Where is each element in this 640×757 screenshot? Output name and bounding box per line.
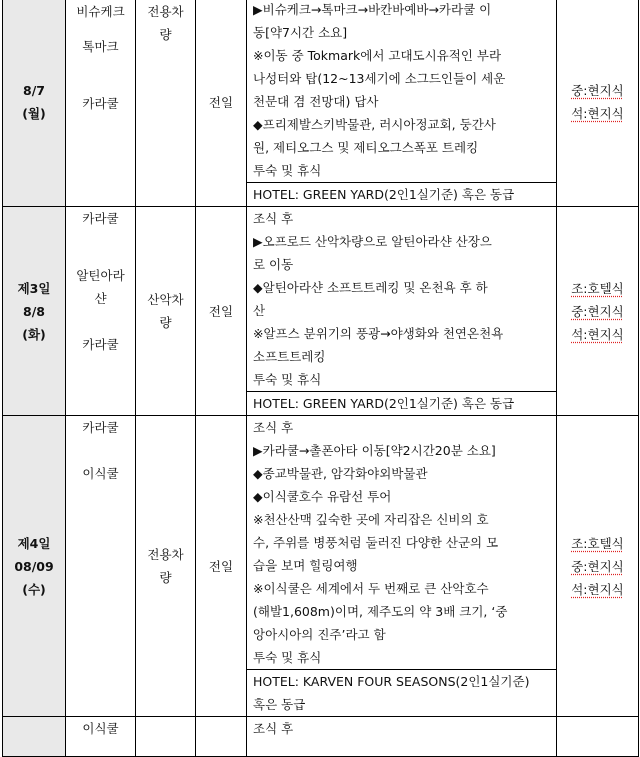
schedule-line: 동[약7시간 소요] xyxy=(253,25,348,40)
schedule-line: ◆종교박물관, 암각화야외박물관 xyxy=(253,466,428,481)
schedule-line: 산 xyxy=(253,303,266,318)
meal-cell xyxy=(557,0,639,207)
schedule-line: ◆프리제발스키박물관, 러시아정교회, 둥간사 xyxy=(253,117,496,132)
duration-cell: 전일 xyxy=(196,207,247,416)
city-name: 이식쿨 xyxy=(82,721,119,736)
schedule-line: ▶오프로드 산악차량으로 알틴아라샨 산장으 xyxy=(253,234,492,249)
city-name: 알틴아라 xyxy=(76,268,125,283)
schedule-line: ◆알틴아라샨 소프트트레킹 및 온천욕 후 하 xyxy=(253,280,488,295)
schedule-line: 투숙 및 휴식 xyxy=(253,372,322,387)
schedule-line: 소프트트레킹 xyxy=(253,349,326,364)
itinerary-row-day3 xyxy=(3,207,639,416)
date-line: 제3일 xyxy=(17,280,51,296)
meal-cell xyxy=(557,207,639,416)
date-line: 8/8 xyxy=(23,303,45,319)
schedule-cell xyxy=(247,416,557,717)
transport-cell xyxy=(136,717,196,757)
city-cell xyxy=(66,717,136,757)
schedule-line: 조식 후 xyxy=(253,721,294,736)
schedule-line: 조식 후 xyxy=(253,420,294,435)
meal-cell xyxy=(557,416,639,717)
transport-cell xyxy=(136,416,196,717)
date-cell xyxy=(3,717,66,757)
meal-item: 석:현지식 xyxy=(571,581,624,597)
transport-cell xyxy=(136,0,196,207)
transport-line: 전용차 xyxy=(147,4,184,19)
schedule-line: ▶비슈케크→톡마크→바칸바예바→카라쿨 이 xyxy=(253,2,492,17)
schedule-line: 로 이동 xyxy=(253,257,294,272)
transport-line: 량 xyxy=(159,570,172,585)
transport-line: 산악차 xyxy=(147,292,184,307)
city-name: 톡마크 xyxy=(82,39,119,54)
schedule-line: ◆이식쿨호수 유람선 투어 xyxy=(253,489,392,504)
date-line: 08/09 xyxy=(14,558,54,574)
meal-item: 조:호텔식 xyxy=(571,280,624,296)
schedule-line: ※알프스 분위기의 풍광→야생화와 천연온천욕 xyxy=(253,326,504,341)
date-cell xyxy=(3,416,66,717)
hotel-line: HOTEL: GREEN YARD(2인1실기준) 혹은 동급 xyxy=(247,182,556,206)
schedule-line: ※이동 중 Tokmark에서 고대도시유적인 부라 xyxy=(253,48,502,63)
date-line: 제4일 xyxy=(17,535,51,551)
schedule-line: ▶카라쿨→촐폰아타 이동[약2시간20분 소요] xyxy=(253,443,496,458)
city-name: 카라쿨 xyxy=(82,211,119,226)
meal-item: 중:현지식 xyxy=(571,83,624,98)
transport-line: 전용차 xyxy=(147,547,184,562)
date-line: (수) xyxy=(22,581,46,597)
schedule-line: 조식 후 xyxy=(253,211,294,226)
schedule-cell xyxy=(247,717,557,757)
transport-cell xyxy=(136,207,196,416)
meal-item: 조:호텔식 xyxy=(571,535,624,551)
transport-line: 량 xyxy=(159,27,172,42)
schedule-line: 앙아시아의 진주’라고 함 xyxy=(253,627,386,642)
itinerary-row-day2 xyxy=(3,0,639,207)
schedule-line: 투숙 및 휴식 xyxy=(253,650,322,665)
schedule-line: 수, 주위를 병풍처럼 둘러진 다양한 산군의 모 xyxy=(253,535,499,550)
city-name: 카라쿨 xyxy=(82,337,119,352)
date-line: (화) xyxy=(22,326,46,342)
schedule-line: 나성터와 탑(12~13세기에 소그드인들이 세운 xyxy=(253,71,506,86)
date-line: 8/7 xyxy=(23,83,45,98)
city-cell xyxy=(66,0,136,207)
schedule-line: 천문대 겸 전망대) 답사 xyxy=(253,94,379,109)
city-name: 이식쿨 xyxy=(82,466,119,481)
city-cell xyxy=(66,207,136,416)
schedule-line: 투숙 및 휴식 xyxy=(253,163,322,178)
schedule-cell xyxy=(247,0,557,207)
hotel-line: HOTEL: GREEN YARD(2인1실기준) 혹은 동급 xyxy=(247,391,556,415)
city-name: 카라쿨 xyxy=(82,420,119,435)
hotel-line: HOTEL: KARVEN FOUR SEASONS(2인1실기준) xyxy=(247,669,556,693)
city-name: 카라쿨 xyxy=(82,96,119,111)
itinerary-table xyxy=(2,0,639,757)
date-cell xyxy=(3,207,66,416)
itinerary-row-day4 xyxy=(3,416,639,717)
itinerary-row-day5 xyxy=(3,717,639,757)
duration-cell: 전일 xyxy=(196,0,247,207)
duration-cell xyxy=(196,717,247,757)
meal-cell xyxy=(557,717,639,757)
schedule-line: 습을 보며 힐링여행 xyxy=(253,558,358,573)
meal-item: 석:현지식 xyxy=(571,326,624,342)
hotel-line: 혹은 동급 xyxy=(253,697,306,712)
schedule-line: (해발1,608m)이며, 제주도의 약 3배 크기, ‘중 xyxy=(253,604,508,619)
duration-cell: 전일 xyxy=(196,416,247,717)
meal-item: 중:현지식 xyxy=(571,558,624,574)
transport-line: 량 xyxy=(159,315,172,330)
schedule-cell xyxy=(247,207,557,416)
city-name: 비슈케크 xyxy=(76,4,125,19)
schedule-line: ※천산산맥 깊숙한 곳에 자리잡은 신비의 호 xyxy=(253,512,489,527)
date-cell xyxy=(3,0,66,207)
city-cell xyxy=(66,416,136,717)
meal-item: 석:현지식 xyxy=(571,106,624,121)
schedule-line: ※이식쿨은 세계에서 두 번째로 큰 산악호수 xyxy=(253,581,489,596)
date-line: (월) xyxy=(22,106,46,121)
meal-item: 중:현지식 xyxy=(571,303,624,319)
city-name: 샨 xyxy=(94,291,107,306)
schedule-line: 원, 제티오그스 및 제티오그스폭포 트레킹 xyxy=(253,140,479,155)
